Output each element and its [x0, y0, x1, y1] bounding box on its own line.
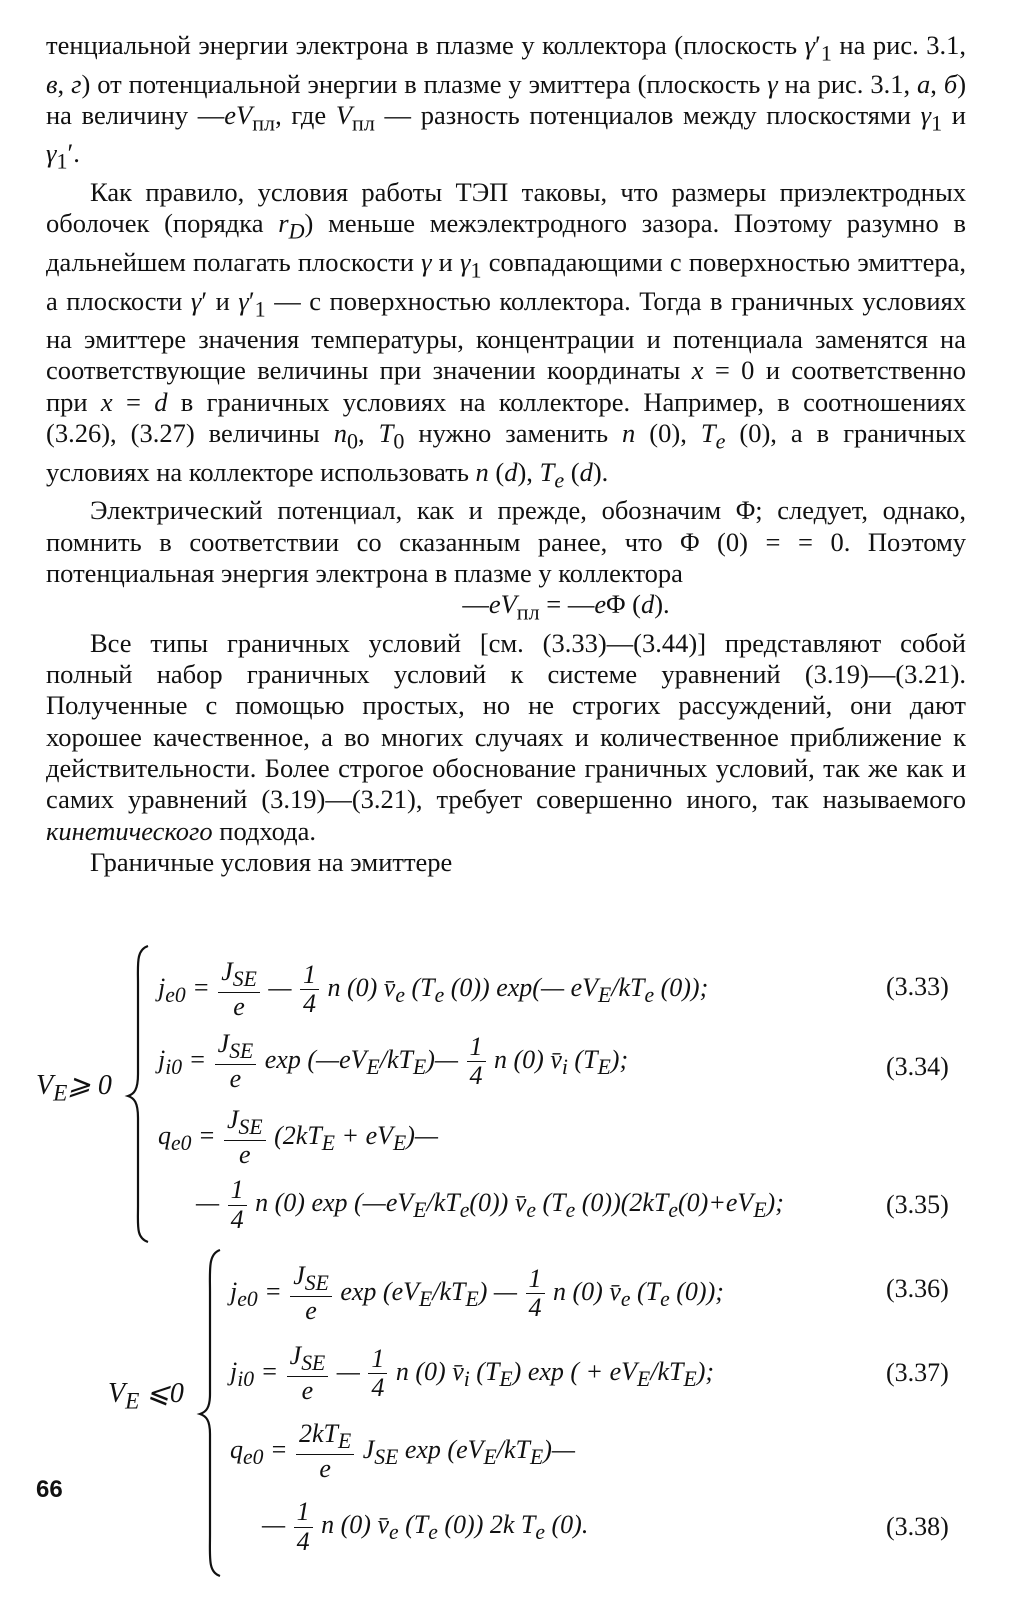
system-2-condition: $V_E$ ⩽0: [108, 1378, 184, 1415]
equation-3-38-part-2: — $\frac{1}{4}$ n (0) $v̄_e$ ($T_e$ (0)) 2k $T_e$ (0).: [262, 1497, 589, 1556]
equation-system-1: [0, 940, 1018, 1240]
page-number: 66: [36, 1476, 63, 1503]
equation-3-36: $j_{e0}$ = $\frac{J_{SE}}{e}$ $\exp (eV_E/kT_E)$ — $\frac{1}{4}$ n (0) $v̄_e$ ($T_e$ (0));: [230, 1261, 724, 1326]
equation-3-38-part-1: $q_{e0}$ = $\frac{2kT_E}{e}$ $J_{SE}$ $\exp (eV_E/kT_E)—$: [230, 1419, 575, 1484]
equation-number-3-33: (3.33): [886, 972, 949, 1001]
paragraph-continued: тенциальной энергии электрона в плазме у коллектора (плоскость $\gamma'_1$ на рис. 3.1, в, г) от потенциальной энергии в плазме у эмиттера (плоскость γ на рис. 3.1, а, б) на величину $—eV_{пл}$, где $V_{пл}$ — разность потенциалов между плоскостями $\gamma_1$ и $\gamma_1'$.: [46, 30, 967, 174]
equation-number-3-38: (3.38): [886, 1512, 949, 1541]
paragraph-conditions: Как правило, условия работы ТЭП таковы, что размеры приэлектродных оболочек (порядка $r_D$) меньше межэлектродного зазора. Поэтому разумно в дальнейшем полагать плоскости γ и $\gamma_1$ совпадающими с поверхностью эмиттера, а плоскости γ′ и $\gamma'_1$ — с поверхностью коллектора. Тогда в граничных условиях на эмиттере значения температуры, концентрации и потенциала заменятся на соответствующие величины при значении координаты x = 0 и соответственно при x = d в граничных условиях на коллекторе. Например, в соотношениях (3.26), (3.27) величины $n_0$, $T_0$ нужно заменить n (0), $T_e$ (0), а в граничных условиях на коллекторе использовать n (d), $T_e$ (d).: [46, 177, 967, 492]
left-brace-icon: [196, 1248, 226, 1578]
left-brace-icon: [124, 944, 154, 1244]
equation-number-3-35: (3.35): [886, 1190, 949, 1219]
body-text: [46, 30, 966, 878]
paragraph-potential: Электрический потенциал, как и прежде, обозначим Φ; следует, однако, помнить в соответствии со сказанным ранее, что Φ (0) = = 0. Поэтому потенциальная энергия электрона в плазме у коллектора: [46, 495, 966, 588]
equation-number-3-37: (3.37): [886, 1358, 949, 1387]
equation-system-2: [0, 1248, 1018, 1578]
equation-3-37: $j_{i0}$ = $\frac{J_{SE}}{e}$ — $\frac{1}{4}$ n (0) $v̄_i$ $(T_E)$ exp ( + $eV_E/kT_E$);: [230, 1341, 715, 1406]
equation-number-3-36: (3.36): [886, 1274, 949, 1303]
paragraph-boundary-types: Все типы граничных условий [см. (3.33)—(3.44)] представляют собой полный набор граничных условий к системе уравнений (3.19)—(3.21). Полученные с помощью простых, но не строгих рассуждений, они дают хорошее качественное, а во многих случаях и количественное приближение к действительности. Более строгое обоснование граничных условий, так же как и самих уравнений (3.19)—(3.21), требует совершенно иного, так называемого кинетического подхода.: [46, 627, 966, 846]
equation-3-35-part-2: — $\frac{1}{4}$ n (0) $\exp (—eV_E/kT_e(0))$ $v̄_e$ ($T_e$ $(0))(2kT_e(0)+eV_E)$;: [196, 1175, 784, 1234]
equation-number-3-34: (3.34): [886, 1052, 949, 1081]
equation-3-33: $j_{e0}$ = $\frac{J_{SE}}{e}$ — $\frac{1}{4}$ n (0) $v̄_e$ ($T_e$ (0)) exp(— $eV_E/kT_e$ (0));: [158, 957, 709, 1022]
system-1-condition: $V_E⩾$ 0: [36, 1070, 112, 1107]
formula-potential: $—eV_{пл}$ = —eΦ (d).: [462, 589, 670, 625]
equation-3-35-part-1: $q_{e0}$ = $\frac{J_{SE}}{e}$ ($2kT_E$ + $eV_E)—$: [158, 1105, 438, 1170]
paragraph-emitter-heading: Граничные условия на эмиттере: [90, 846, 453, 877]
equation-3-34: $j_{i0}$ = $\frac{J_{SE}}{e}$ $\exp (—eV_E/kT_E)—$ $\frac{1}{4}$ n (0) $v̄_i$ $(T_E)$;: [158, 1029, 629, 1094]
